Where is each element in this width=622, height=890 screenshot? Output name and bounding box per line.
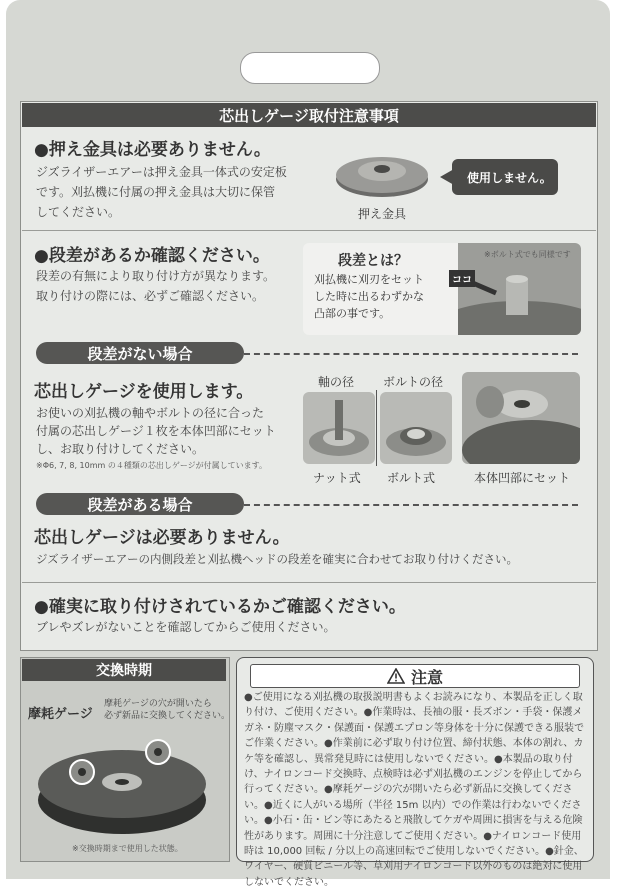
section1-line3: してください。 xyxy=(36,205,121,219)
nut-type-caption: ナット式 xyxy=(313,471,361,485)
separator xyxy=(22,230,596,231)
dashed-rule xyxy=(244,353,578,355)
no-step-pill: 段差がない場合 xyxy=(36,342,244,364)
washer-caption: 押え金具 xyxy=(358,207,407,221)
body-recess-photo xyxy=(462,372,580,464)
step-explain-line3: 凸部の事です。 xyxy=(314,307,391,320)
section1-line1: ジズライザーエアーは押え金具一体式の安定板 xyxy=(36,165,287,179)
section3-title: 芯出しゲージを使用します。 xyxy=(34,382,254,402)
hang-hole xyxy=(240,52,380,84)
section2-line2: 取り付けの際には、必ずご確認ください。 xyxy=(36,289,265,303)
section2-title: ● 段差があるか確認ください。 xyxy=(34,241,270,266)
exchange-footnote: ※交換時期まで使用した状態。 xyxy=(72,844,183,853)
with-step-pill: 段差がある場合 xyxy=(36,493,244,515)
nut-type-photo xyxy=(303,392,375,464)
step-explain-line2: した時に出るわずかな xyxy=(314,290,424,303)
body-recess-caption: 本体凹部にセット xyxy=(474,471,571,485)
exchange-line1: 摩耗ゲージの穴が開いたら xyxy=(104,699,212,709)
section4-line: ジズライザーエアーの内側段差と刈払機ヘッドの段差を確実に合わせてお取り付けください。 xyxy=(36,552,518,566)
wear-gauge-image xyxy=(22,724,226,840)
section4-title: 芯出しゲージは必要ありません。 xyxy=(34,528,290,548)
caution-header xyxy=(250,664,580,688)
section2-line1: 段差の有無により取り付け方が異なります。 xyxy=(36,269,276,283)
bolt-diameter-label: ボルトの径 xyxy=(383,375,444,389)
wear-gauge-label: 摩耗ゲージ xyxy=(28,707,93,722)
caution-title: 注意 xyxy=(410,667,443,687)
callout-arrow xyxy=(440,169,454,185)
bolt-type-photo xyxy=(380,392,452,464)
exchange-line2: 必ず新品に交換してください。 xyxy=(104,711,231,721)
shaft-diameter-label: 軸の径 xyxy=(318,375,355,389)
bolt-note: ※ボルト式でも同様です xyxy=(484,250,571,259)
separator-2 xyxy=(22,582,596,583)
step-explain-line1: 刈払機に刈刃をセット xyxy=(314,273,424,286)
warning-icon xyxy=(387,668,405,684)
caution-text: ●ご使用になる刈払機の取扱説明書もよくお読みになり、本製品を正しく取り付け、ご使用ください。●作業時は、長袖の服・長ズボン・手袋・保護メガネ・防塵マスク・保護面・保護エプロン等身体を十分に保護できる服装でご作業ください。●作業前に必ず取り付け位置、締付状態、本体の割れ、カケ等を確認し、異常発見時には使用しないでください。●本製品の取り付け、ナイロンコード交換時、点検時は必ず刈払機のエンジンを停止してから行ってください。●摩耗ゲージの穴が開いたら必ず新品に交換してください。●近くに人がいる場所（半径 15m 以内）での作業は行わないでください。●小石・缶・ビン等にあたると飛散してケガや周囲に損害を与える危険性があります。周囲に十分注意してご使用ください。●ナイロンコード使用時は 10,000 回転 / 分以上の高速回転でご使用しないでください。●針金、ワイヤー、硬質ビニール等、草刈用ナイロンコード以外のものは絶対に使用しないでください。 xyxy=(244,692,584,888)
section3-footnote: ※Φ6, 7, 8, 10mm の４種類の芯出しゲージが付属しています。 xyxy=(36,461,268,470)
section3-line2: 付属の芯出しゲージ１枚を本体凹部にセット xyxy=(36,424,276,438)
photo-divider xyxy=(376,390,377,466)
exchange-header: 交換時期 xyxy=(22,659,226,681)
sheet-header: 芯出しゲージ取付注意事項 xyxy=(22,103,596,127)
bolt-type-caption: ボルト式 xyxy=(387,471,436,485)
section5-line: ブレやズレがないことを確認してからご使用ください。 xyxy=(36,620,336,634)
step-explain-title: 段差とは？ xyxy=(338,253,408,269)
section3-line1: お使いの刈払機の軸やボルトの径に合った xyxy=(36,406,265,420)
washer-image xyxy=(330,145,440,205)
section3-line3: し、お取り付けしてください。 xyxy=(36,442,205,456)
section5-title: ● 確実に取り付けされているかご確認ください。 xyxy=(34,592,406,617)
section1-line2: です。刈払機に付属の押え金具は大切に保管 xyxy=(36,185,276,199)
dashed-rule-2 xyxy=(244,504,578,506)
koko-label: ココ xyxy=(449,270,475,287)
not-used-label: 使用しません。 xyxy=(467,171,552,185)
section1-title: ● 押え金具は必要ありません。 xyxy=(34,135,271,160)
